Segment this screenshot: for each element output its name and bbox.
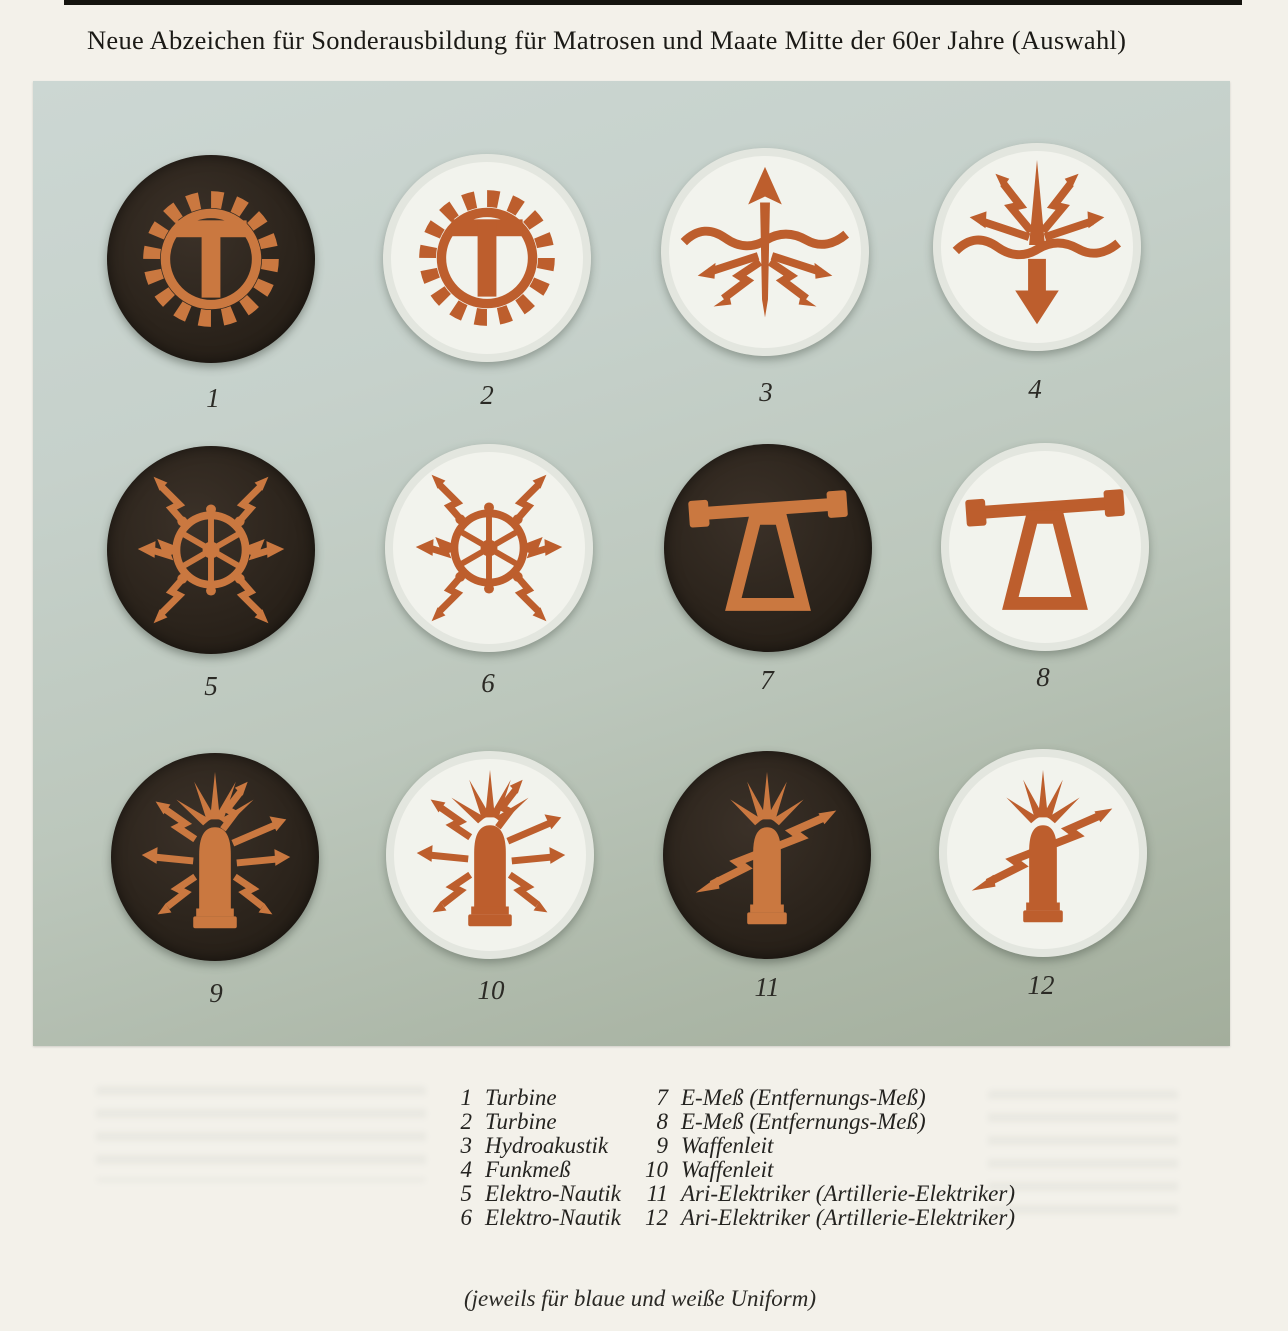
legend-number: 11 bbox=[646, 1181, 668, 1206]
badge-3-hydroakustik-white bbox=[661, 148, 869, 356]
legend-right-column bbox=[622, 1086, 1015, 1230]
ships-wheel-lightning-icon bbox=[390, 449, 588, 647]
legend-item bbox=[440, 1086, 621, 1110]
arrow-up-waves-rays-icon bbox=[666, 153, 864, 351]
legend-number: 2 bbox=[460, 1109, 472, 1134]
shell-lightning-burst-icon bbox=[116, 758, 314, 956]
badge-number-label: 9 bbox=[209, 978, 223, 1008]
legend-number: 7 bbox=[656, 1085, 668, 1110]
legend-label: Hydroakustik bbox=[485, 1133, 609, 1158]
legend-item bbox=[440, 1206, 621, 1230]
legend-item bbox=[622, 1182, 1015, 1206]
legend-label: Ari-Elektriker (Artillerie-Elektriker) bbox=[681, 1181, 1016, 1206]
photo-caption: (jeweils für blaue und weiße Uniform) bbox=[464, 1286, 816, 1311]
badge-5-elektro-nautik-dark bbox=[107, 446, 315, 654]
legend-number: 4 bbox=[460, 1157, 472, 1182]
legend-item bbox=[622, 1134, 1015, 1158]
badge-number-label: 12 bbox=[1027, 970, 1055, 1000]
badge-number-label: 10 bbox=[477, 975, 505, 1005]
legend-label: E-Meß (Entfernungs-Meß) bbox=[681, 1085, 926, 1110]
top-rule bbox=[64, 0, 1242, 5]
badge-10-waffenleit-white bbox=[386, 751, 594, 959]
badge-photo-plate bbox=[33, 81, 1230, 1046]
page-bleedthrough bbox=[988, 1090, 1178, 1222]
legend-number: 3 bbox=[460, 1133, 472, 1158]
legend-number: 8 bbox=[656, 1109, 668, 1134]
ships-wheel-lightning-icon bbox=[112, 451, 310, 649]
legend-item bbox=[440, 1182, 621, 1206]
legend-item bbox=[622, 1086, 1015, 1110]
badge-number-label: 4 bbox=[1028, 374, 1042, 404]
shell-single-bolt-icon bbox=[668, 756, 866, 954]
shell-lightning-burst-icon bbox=[391, 756, 589, 954]
badge-number-label: 7 bbox=[760, 665, 774, 695]
badge-1-turbine-dark bbox=[107, 155, 315, 363]
badge-6-elektro-nautik-white bbox=[385, 444, 593, 652]
legend-left-column bbox=[440, 1086, 621, 1230]
page-bleedthrough bbox=[96, 1086, 426, 1182]
legend-label: Waffenleit bbox=[681, 1133, 774, 1158]
legend-number: 1 bbox=[460, 1085, 472, 1110]
legend-label: Ari-Elektriker (Artillerie-Elektriker) bbox=[681, 1205, 1016, 1230]
badge-2-turbine-white bbox=[383, 154, 591, 362]
legend-item bbox=[440, 1158, 621, 1182]
legend-label: Funkmeß bbox=[485, 1157, 571, 1182]
badge-number-label: 3 bbox=[759, 377, 773, 407]
legend-number: 5 bbox=[460, 1181, 472, 1206]
legend-number: 9 bbox=[656, 1133, 668, 1158]
shell-single-bolt-icon bbox=[944, 754, 1142, 952]
legend-item bbox=[622, 1158, 1015, 1182]
legend-label: Turbine bbox=[485, 1085, 557, 1110]
gear-with-t-icon bbox=[112, 160, 310, 358]
badge-9-waffenleit-dark bbox=[111, 753, 319, 961]
badge-number-label: 1 bbox=[206, 383, 220, 413]
legend-item bbox=[622, 1206, 1015, 1230]
badge-11-ari-elektriker-dark bbox=[663, 751, 871, 959]
arrow-down-waves-rays-icon bbox=[938, 148, 1136, 346]
rangefinder-icon bbox=[946, 448, 1144, 646]
page-title: Neue Abzeichen für Sonderausbildung für Matrosen und Maate Mitte der 60er Jahre (Auswahl) bbox=[87, 25, 1127, 55]
badge-8-emess-white bbox=[941, 443, 1149, 651]
badge-number-label: 6 bbox=[481, 668, 495, 698]
rangefinder-icon bbox=[669, 449, 867, 647]
legend-label: Elektro-Nautik bbox=[485, 1205, 621, 1230]
legend-item bbox=[622, 1110, 1015, 1134]
badge-7-emess-dark bbox=[664, 444, 872, 652]
legend-item bbox=[440, 1110, 621, 1134]
badge-number-label: 5 bbox=[204, 671, 218, 701]
badge-12-ari-elektriker-white bbox=[939, 749, 1147, 957]
gear-with-t-icon bbox=[388, 159, 586, 357]
legend-label: Elektro-Nautik bbox=[485, 1181, 621, 1206]
legend-number: 6 bbox=[460, 1205, 472, 1230]
legend-number: 10 bbox=[645, 1157, 668, 1182]
legend-item bbox=[440, 1134, 621, 1158]
legend-label: Waffenleit bbox=[681, 1157, 774, 1182]
badge-number-label: 11 bbox=[754, 972, 780, 1002]
badge-number-label: 8 bbox=[1036, 662, 1050, 692]
badge-4-funkmess-white bbox=[933, 143, 1141, 351]
legend-number: 12 bbox=[645, 1205, 668, 1230]
legend-label: Turbine bbox=[485, 1109, 557, 1134]
badge-number-label: 2 bbox=[480, 380, 494, 410]
legend-label: E-Meß (Entfernungs-Meß) bbox=[681, 1109, 926, 1134]
